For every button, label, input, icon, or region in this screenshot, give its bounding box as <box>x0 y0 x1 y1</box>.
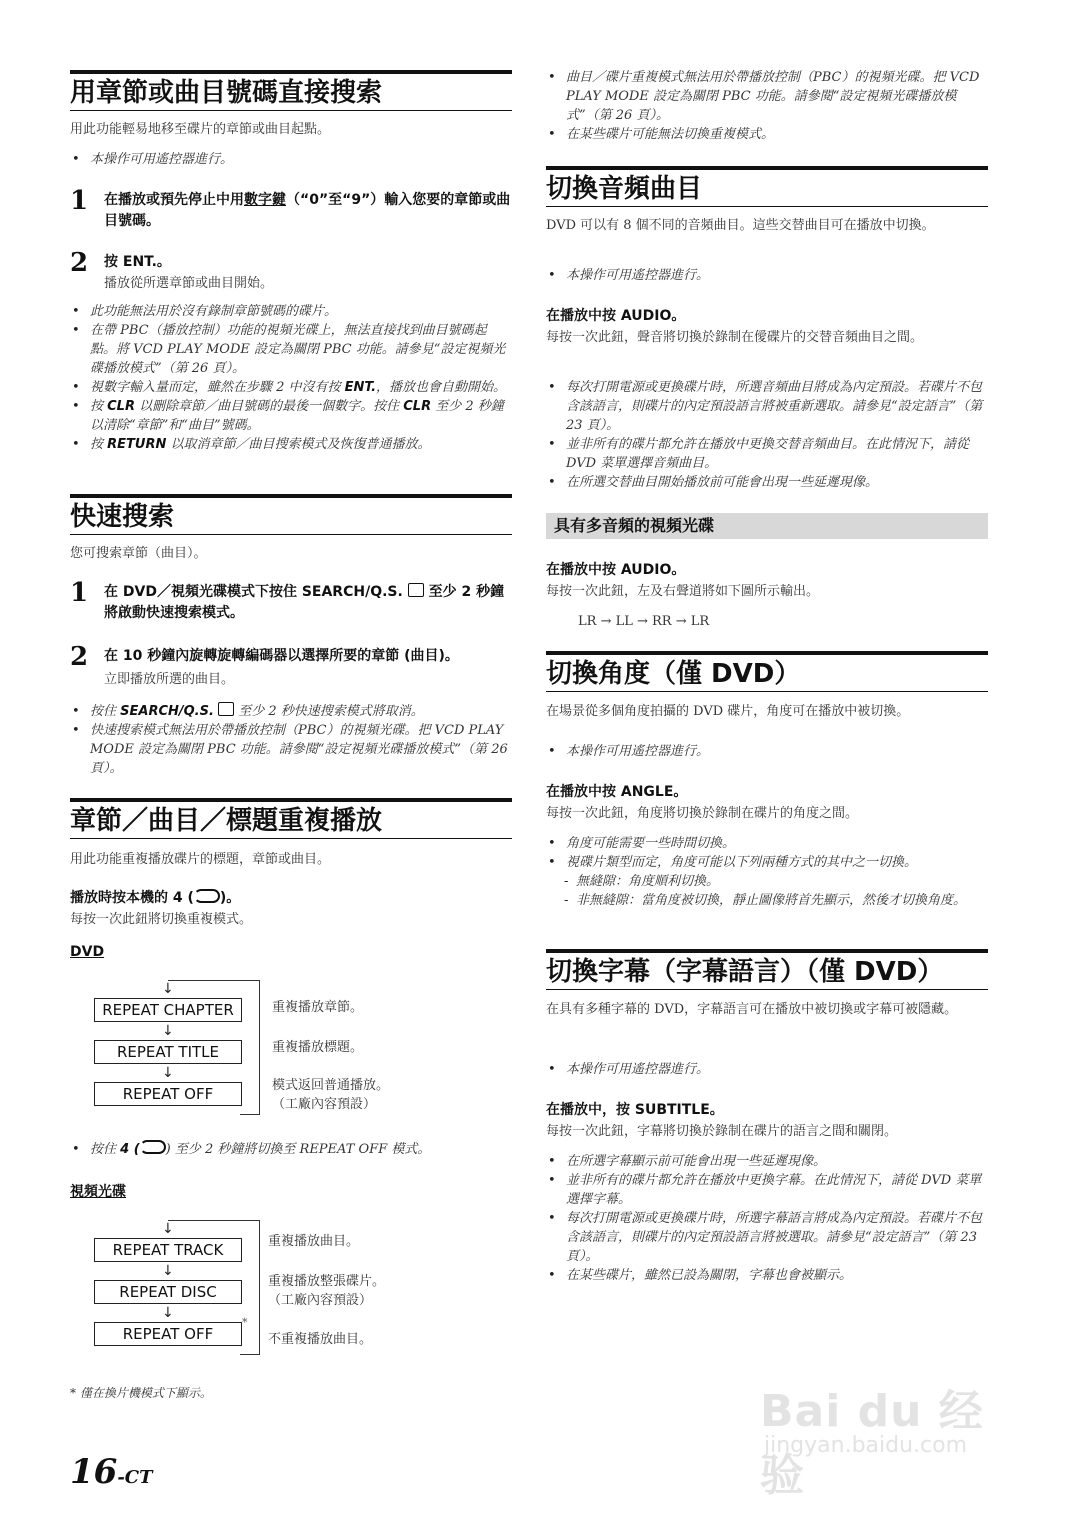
flow-loop-top <box>168 1220 259 1221</box>
flow-box-repeat-disc: REPEAT DISC <box>94 1280 242 1304</box>
subtitle-press-subtext: 每按一次此鈕，字幕將切換於錄制在碟片的語言之間和關閉。 <box>546 1124 898 1139</box>
step-text: 在播放或預先停止中用數字鍵（“0”至“9”）輸入您要的章節或曲目號碼。 <box>104 192 511 229</box>
flow-desc: 重複播放標題。 <box>272 1040 364 1055</box>
angle-press-instruction: 在播放中按 ANGLE。 <box>546 784 688 800</box>
subtitle-remote-note: • 本操作可用遙控器進行。 <box>546 1060 988 1079</box>
watermark-url: jingyan.baidu.com <box>764 1433 968 1458</box>
dvd-label: DVD <box>70 944 105 960</box>
subtitle-intro: 在具有多種字幕的 DVD，字幕語言可在播放中被切換或字幕可被隱藏。 <box>546 1002 958 1017</box>
flow-loop-top <box>168 980 259 981</box>
flow-loop-bottom <box>240 1114 260 1115</box>
flow-box-repeat-track: REPEAT TRACK <box>94 1238 242 1262</box>
step-number: 1 <box>70 578 89 608</box>
quick-search-notes: • 按住 SEARCH/Q.S. 至少 2 秒快速搜索模式將取消。 • 快速搜索模式無法用於帶播放控制（PBC）的視頻光碟。把 VCD PLAY MODE 設定為關閉 PBC 功能。請參閱“設定視頻光碟播放模式”（第 26 頁）。 <box>70 702 512 778</box>
changer-footnote: * 僅在換片機模式下顯示。 <box>70 1386 212 1400</box>
audio-notes: • 每次打開電源或更換碟片時，所選音頻曲目將成為內定預設。若碟片不包含該語言，則碟片的內定預設語言將被重新選取。請參見“設定語言”（第 23 頁）。 • 並非所有的碟片都允許在播放中更換交替音頻曲目。在此情況下，請從 DVD 菜單選擇音頻曲目。 • 在所選交替曲目開始播放前可能會出現一些延遲現像。 <box>546 378 988 492</box>
repeat-press-instruction: 播放時按本機的 4 ( )。 <box>70 890 241 906</box>
section-title-subtitle: 切換字幕（字幕語言）（僅 DVD） <box>546 949 988 990</box>
multi-audio-press-instruction: 在播放中按 AUDIO。 <box>546 562 686 578</box>
audio-press-instruction: 在播放中按 AUDIO。 <box>546 308 686 324</box>
search-qs-key-label: SEARCH/Q.S. <box>301 584 403 600</box>
baidu-logo: Bai du 经验 <box>760 1386 984 1501</box>
step-text: 按 ENT.。 <box>104 254 171 270</box>
repeat-continued-notes: • 曲目／碟片重複模式無法用於帶播放控制（PBC）的視頻光碟。把 VCD PLAY MODE 設定為關閉 PBC 功能。請參閱“設定視頻光碟播放模式”（第 26 頁）。 • 在某些碟片可能無法切換重複模式。 <box>546 68 988 144</box>
dvd-repeat-flow <box>70 978 512 1118</box>
page-number: 16-CT <box>70 1452 153 1492</box>
repeat-intro: 用此功能重複播放碟片的標題，章節或曲目。 <box>70 852 331 867</box>
angle-notes: • 角度可能需要一些時間切換。 • 視碟片類型而定，角度可能以下列兩種方式的其中之一切換。 - 無縫隙：角度順利切換。 - 非無縫隙：當角度被切換，靜止圖像將首先顯示，然後才切換角度。 <box>546 834 988 910</box>
flow-loop-right <box>259 980 260 1114</box>
section-title-angle: 切換角度（僅 DVD） <box>546 651 988 692</box>
step-number: 2 <box>70 248 89 278</box>
repeat-icon <box>140 1140 166 1154</box>
step-number: 2 <box>70 642 89 672</box>
down-arrow-icon: ↓ <box>162 1305 174 1321</box>
direct-search-notes: • 此功能無法用於沒有錄制章節號碼的碟片。 • 在帶 PBC（播放控制）功能的視頻光碟上，無法直接找到曲目號碼起點。將 VCD PLAY MODE 設定為關閉 PBC 功能。請參見“設定視頻光碟播放模式”（第 26 頁）。 • 視數字輸入量而定，雖然在步驟 2 中沒有按 ENT.，播放也會自動開始。 • 按 CLR 以刪除章節／曲目號碼的最後一個數字。按住 CLR 至少 2 秒鐘以清除“章節”和“曲目”號碼。 • 按 RETURN 以取消章節／曲目搜索模式及恢復普通播放。 <box>70 302 512 454</box>
down-arrow-icon: ↓ <box>162 1065 174 1081</box>
numeric-keys-label: 數字鍵 <box>244 192 286 208</box>
direct-search-intro: 用此功能輕易地移至碟片的章節或曲目起點。 <box>70 122 331 137</box>
flow-box-repeat-title: REPEAT TITLE <box>94 1040 242 1064</box>
section-title-direct-search: 用章節或曲目號碼直接搜索 <box>70 70 512 111</box>
subtitle-press-instruction: 在播放中，按 SUBTITLE。 <box>546 1102 724 1118</box>
direct-search-remote-note: • 本操作可用遙控器進行。 <box>70 150 512 169</box>
vcd-repeat-flow <box>70 1218 512 1358</box>
ent-key-label: ENT. <box>122 254 157 270</box>
asterisk-mark: * <box>242 1316 248 1329</box>
angle-remote-note: • 本操作可用遙控器進行。 <box>546 742 988 761</box>
audio-key-label: AUDIO <box>620 308 672 324</box>
down-arrow-icon: ↓ <box>162 1221 174 1237</box>
step-text: 在 10 秒鐘內旋轉旋轉編碼器以選擇所要的章節 (曲目)。 <box>104 648 459 664</box>
channel-sequence: LR → LL → RR → LR <box>578 614 710 629</box>
angle-key-label: ANGLE <box>620 784 674 800</box>
flow-desc: 不重複播放曲目。 <box>268 1332 373 1347</box>
step-number: 1 <box>70 186 89 216</box>
audio-intro: DVD 可以有 8 個不同的音頻曲目。這些交替曲目可在播放中切換。 <box>546 218 935 233</box>
repeat-icon <box>194 889 220 903</box>
rotary-encoder-label: 旋轉編碼器 <box>217 648 288 664</box>
section-title-repeat: 章節／曲目／標題重複播放 <box>70 798 512 839</box>
flow-box-repeat-off: REPEAT OFF <box>94 1082 242 1106</box>
repeat-press-subtext: 每按一次此鈕將切換重複模式。 <box>70 912 253 927</box>
angle-intro: 在場景從多個角度拍攝的 DVD 碟片，角度可在播放中被切換。 <box>546 704 910 719</box>
rotate-icon <box>218 702 234 716</box>
step-subtext: 立即播放所選的曲目。 <box>104 672 235 687</box>
quick-search-intro: 您可搜索章節（曲目）。 <box>70 546 207 561</box>
flow-desc: 重複播放章節。 <box>272 1000 364 1015</box>
subtitle-key-label: SUBTITLE <box>634 1102 710 1118</box>
repeat-hold-note: • 按住 4 ( ) 至少 2 秒鐘將切換至 REPEAT OFF 模式。 <box>70 1140 512 1159</box>
rotate-icon <box>408 583 424 597</box>
section-title-audio: 切換音頻曲目 <box>546 166 988 207</box>
flow-desc: 模式返回普通播放。 （工廠內容預設） <box>272 1078 390 1112</box>
audio-remote-note: • 本操作可用遙控器進行。 <box>546 266 988 285</box>
flow-box-repeat-chapter: REPEAT CHAPTER <box>94 998 242 1022</box>
flow-desc: 重複播放曲目。 <box>268 1234 360 1249</box>
subsection-title-multi-audio: 具有多音頻的視頻光碟 <box>546 513 988 539</box>
flow-desc: 重複播放整張碟片。 （工廠內容預設） <box>268 1274 386 1308</box>
audio-key-label: AUDIO <box>620 562 672 578</box>
down-arrow-icon: ↓ <box>162 1263 174 1279</box>
flow-loop-right <box>259 1220 260 1354</box>
audio-press-subtext: 每按一次此鈕，聲音將切換於錄制在僾碟片的交替音頻曲目之間。 <box>546 330 924 345</box>
multi-audio-press-subtext: 每按一次此鈕，左及右聲道將如下圖所示輸出。 <box>546 584 820 599</box>
angle-press-subtext: 每按一次此鈕，角度將切換於錄制在碟片的角度之間。 <box>546 806 859 821</box>
down-arrow-icon: ↓ <box>162 981 174 997</box>
down-arrow-icon: ↓ <box>162 1023 174 1039</box>
baidu-watermark <box>760 1375 1010 1501</box>
step-subtext: 播放從所選章節或曲目開始。 <box>104 276 274 291</box>
step-text: 在 DVD／視頻光碟模式下按住 SEARCH/Q.S. 至少 2 秒鐘將啟動快速搜索模式。 <box>104 584 505 621</box>
section-title-quick-search: 快速搜索 <box>70 494 512 535</box>
subtitle-notes: • 在所選字幕顯示前可能會出現一些延遲現像。 • 並非所有的碟片都允許在播放中更換字幕。在此情況下，請從 DVD 菜單選擇字幕。 • 每次打開電源或更換碟片時，所選字幕語言將成為內定預設。若碟片不包含該語言，則碟片的內定預設語言將被選取。請參見“設定語言”（第 23 頁）。 • 在某些碟片，雖然已設為關閉，字幕也會被顯示。 <box>546 1152 988 1285</box>
flow-loop-bottom <box>240 1354 260 1355</box>
vcd-label: 視頻光碟 <box>70 1184 126 1200</box>
flow-box-repeat-off: REPEAT OFF <box>94 1322 242 1346</box>
